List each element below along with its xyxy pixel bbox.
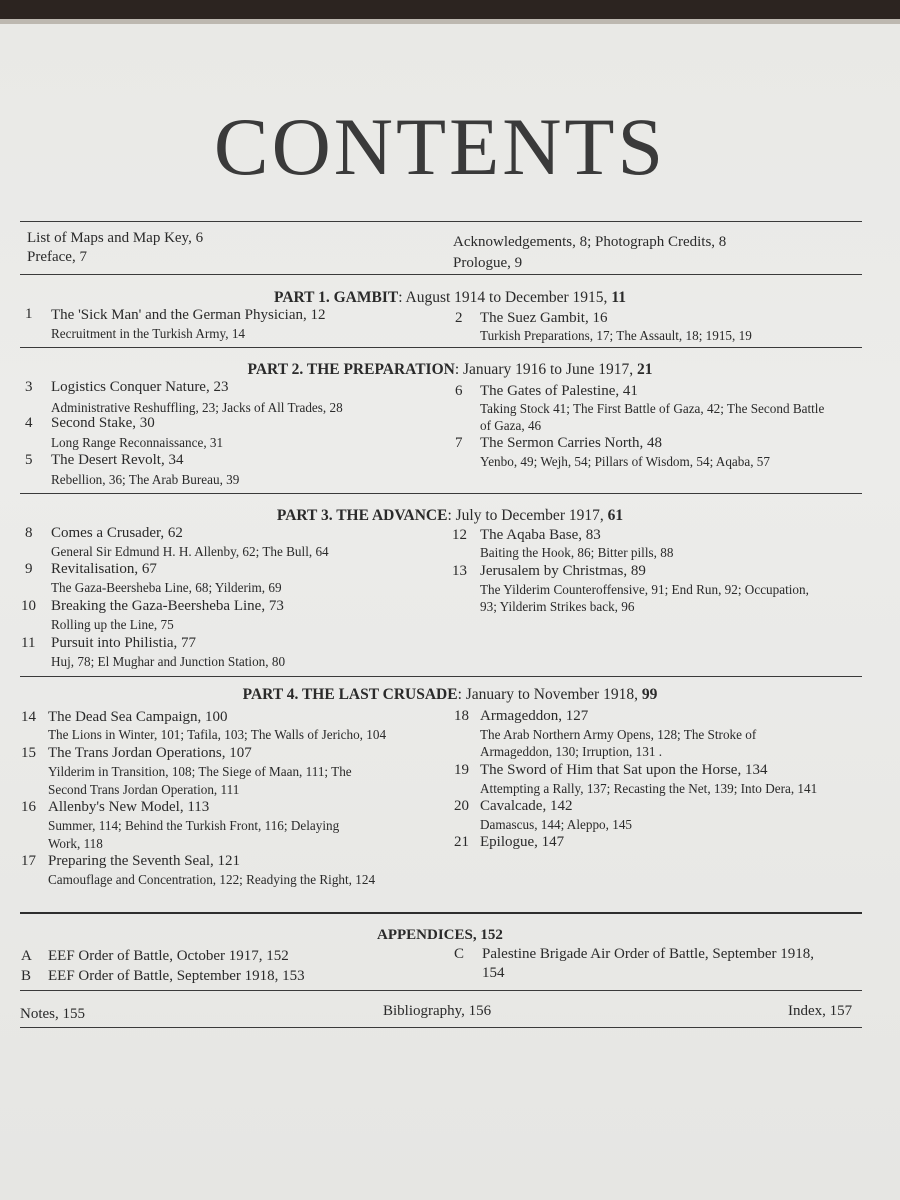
divider: [20, 912, 862, 914]
chapter-title: Cavalcade, 142: [480, 798, 573, 814]
chapter-subsections: Administrative Reshuffling, 23; Jacks of All Trades, 28: [51, 400, 343, 415]
chapter-title: Jerusalem by Christmas, 89: [480, 563, 646, 579]
chapter-subsections: Camouflage and Concentration, 122; Readying the Right, 124: [48, 872, 376, 887]
chapter-title: Preparing the Seventh Seal, 121: [48, 853, 241, 869]
chapter-number: 10: [21, 598, 36, 614]
part3-page: 61: [607, 507, 624, 524]
chapter-subsections: Yilderim in Transition, 108; The Siege of Maan, 111; The: [48, 764, 352, 779]
chapter-subsections: Work, 118: [48, 836, 103, 851]
chapter-number: 13: [452, 563, 467, 579]
part2-heading: [0, 361, 900, 379]
chapter-title: The Sword of Him that Sat upon the Horse, 134: [480, 762, 768, 778]
divider: [20, 221, 862, 222]
chapter-title: The Sermon Carries North, 48: [480, 435, 663, 451]
chapter-title: The Gates of Palestine, 41: [480, 383, 638, 399]
chapter-number: 21: [454, 834, 469, 850]
back-bibliography: Bibliography, 156: [383, 1003, 492, 1019]
chapter-title: Pursuit into Philistia, 77: [51, 635, 197, 651]
part4-label: PART 4. THE LAST CRUSADE: [242, 686, 458, 703]
chapter-subsections: Damascus, 144; Aleppo, 145: [480, 817, 633, 832]
chapter-number: 11: [21, 635, 36, 651]
part3-heading: [0, 507, 900, 525]
chapter-number: 19: [454, 762, 469, 778]
chapter-title: The Trans Jordan Operations, 107: [48, 745, 252, 761]
chapter-number: 18: [454, 708, 469, 724]
part4-dates: : January to November 1918,: [457, 686, 638, 703]
chapter-subsections: Summer, 114; Behind the Turkish Front, 116; Delaying: [48, 818, 340, 833]
back-notes: Notes, 155: [20, 1006, 85, 1022]
divider: [20, 274, 862, 275]
chapter-title: Logistics Conquer Nature, 23: [51, 379, 229, 395]
chapter-subsections: Second Trans Jordan Operation, 111: [48, 782, 240, 797]
chapter-title: The Aqaba Base, 83: [480, 527, 601, 543]
part2-label: PART 2. THE PREPARATION: [247, 361, 455, 378]
chapter-number: 4: [25, 415, 33, 431]
appendix-letter: B: [21, 968, 32, 984]
chapter-number: 5: [25, 452, 33, 468]
chapter-subsections: Rolling up the Line, 75: [51, 617, 174, 632]
chapter-number: 7: [455, 435, 463, 451]
chapter-number: 3: [25, 379, 33, 395]
part3-dates: : July to December 1917,: [447, 507, 604, 524]
chapter-subsections: The Gaza-Beersheba Line, 68; Yilderim, 69: [51, 580, 282, 595]
divider: [20, 493, 862, 494]
chapter-number: 15: [21, 745, 36, 761]
part4-page: 99: [641, 686, 658, 703]
chapter-title: The Desert Revolt, 34: [51, 452, 184, 468]
part1-dates: : August 1914 to December 1915,: [398, 289, 608, 306]
divider: [20, 676, 862, 677]
chapter-subsections: The Yilderim Counteroffensive, 91; End Run, 92; Occupation,: [480, 582, 809, 597]
chapter-number: 12: [452, 527, 467, 543]
divider: [20, 990, 862, 991]
appendices-heading: APPENDICES, 152: [377, 927, 503, 943]
chapter-subsections: of Gaza, 46: [480, 418, 542, 433]
chapter-number: 2: [455, 310, 463, 326]
appendix-letter: C: [454, 946, 465, 962]
back-index: Index, 157: [788, 1003, 853, 1019]
chapter-number: 16: [21, 799, 36, 815]
appendix-entry: 154: [482, 965, 505, 981]
chapter-title: The Dead Sea Campaign, 100: [48, 709, 228, 725]
chapter-subsections: Yenbo, 49; Wejh, 54; Pillars of Wisdom, 54; Aqaba, 57: [480, 454, 770, 469]
appendix-entry: Palestine Brigade Air Order of Battle, September 1918,: [482, 946, 814, 962]
front-prologue: Prologue, 9: [453, 255, 523, 271]
chapter-subsections: Baiting the Hook, 86; Bitter pills, 88: [480, 545, 674, 560]
chapter-title: Second Stake, 30: [51, 415, 155, 431]
chapter-number: 1: [25, 306, 33, 322]
chapter-subsections: Rebellion, 36; The Arab Bureau, 39: [51, 472, 240, 487]
appendix-letter: A: [21, 948, 32, 964]
chapter-subsections: Attempting a Rally, 137; Recasting the Net, 139; Into Dera, 141: [480, 781, 818, 796]
background-strip: [0, 0, 900, 24]
appendix-entry: EEF Order of Battle, October 1917, 152: [48, 948, 289, 964]
chapter-title: Comes a Crusader, 62: [51, 525, 183, 541]
chapter-subsections: 93; Yilderim Strikes back, 96: [480, 599, 635, 614]
part3-label: PART 3. THE ADVANCE: [276, 507, 448, 524]
part1-label: PART 1. GAMBIT: [274, 289, 399, 306]
part4-heading: [0, 686, 900, 704]
part2-dates: : January 1916 to June 1917,: [454, 361, 634, 378]
front-maps: List of Maps and Map Key, 6: [27, 230, 204, 246]
chapter-number: 6: [455, 383, 463, 399]
page-title: CONTENTS: [213, 101, 667, 192]
chapter-subsections: Long Range Reconnaissance, 31: [51, 435, 224, 450]
chapter-number: 20: [454, 798, 469, 814]
chapter-number: 8: [25, 525, 33, 541]
chapter-subsections: The Arab Northern Army Opens, 128; The Stroke of: [480, 727, 757, 742]
chapter-title: The Suez Gambit, 16: [480, 310, 608, 326]
chapter-subsections: General Sir Edmund H. H. Allenby, 62; The Bull, 64: [51, 544, 329, 559]
chapter-number: 17: [21, 853, 36, 869]
divider: [20, 1027, 862, 1028]
chapter-subsections: Recruitment in the Turkish Army, 14: [51, 326, 246, 341]
chapter-subsections: Armageddon, 130; Irruption, 131 .: [480, 744, 663, 759]
front-acknowledgements: Acknowledgements, 8; Photograph Credits, 8: [453, 234, 727, 250]
chapter-title: The 'Sick Man' and the German Physician, 12: [51, 307, 326, 323]
appendix-entry: EEF Order of Battle, September 1918, 153: [48, 968, 305, 984]
chapter-subsections: Turkish Preparations, 17; The Assault, 18; 1915, 19: [480, 328, 752, 343]
chapter-title: Epilogue, 147: [480, 834, 565, 850]
chapter-number: 9: [25, 561, 33, 577]
book-page: [0, 24, 900, 1200]
part1-heading: [0, 289, 900, 307]
chapter-subsections: The Lions in Winter, 101; Tafila, 103; The Walls of Jericho, 104: [48, 727, 387, 742]
chapter-title: Allenby's New Model, 113: [48, 799, 210, 815]
chapter-title: Armageddon, 127: [480, 708, 589, 724]
chapter-subsections: Huj, 78; El Mughar and Junction Station, 80: [51, 654, 286, 669]
chapter-number: 14: [21, 709, 36, 725]
part2-page: 21: [636, 361, 653, 378]
divider: [20, 347, 862, 348]
front-preface: Preface, 7: [27, 249, 87, 265]
chapter-subsections: Taking Stock 41; The First Battle of Gaza, 42; The Second Battle: [480, 401, 825, 416]
part1-page: 11: [611, 289, 626, 306]
chapter-title: Breaking the Gaza-Beersheba Line, 73: [51, 598, 284, 614]
chapter-title: Revitalisation, 67: [51, 561, 157, 577]
